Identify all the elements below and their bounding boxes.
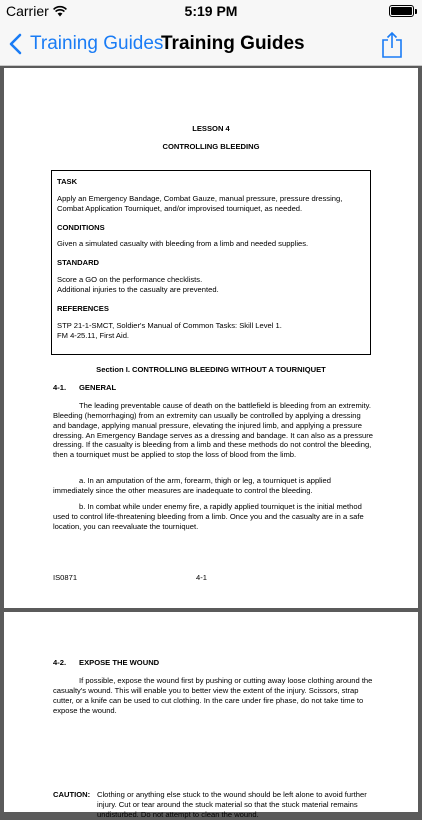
- task-heading: TASK: [57, 177, 78, 186]
- chevron-left-icon: [8, 33, 22, 55]
- conditions-text: Given a simulated casualty with bleeding from a limb and needed supplies.: [57, 239, 309, 249]
- caution-label: CAUTION:: [53, 790, 91, 799]
- document-page-1: [4, 68, 418, 608]
- conditions-heading: CONDITIONS: [57, 222, 105, 232]
- task-text: Apply an Emergency Bandage, Combat Gauze, manual pressure, pressure dressing, Combat Application Tourniquet, and/or improvised tourniquet, as needed.: [57, 193, 343, 213]
- paragraph-title: GENERAL: [79, 383, 117, 392]
- footer-course-id: IS0871: [53, 573, 78, 582]
- navigation-bar: [0, 22, 422, 66]
- caution-text: Clothing or anything else stuck to the wound should be left alone to avoid further injury. Cut or tear around the stuck material so that the stuck material remains undisturbed. Do not attempt to clean the wound.: [97, 790, 367, 819]
- page-title: Training Guides: [161, 33, 305, 54]
- subparagraph-a: a. In an amputation of the arm, forearm, thigh or leg, a tourniquet is applied immediately since the other measures are inadequate to control the bleeding.: [53, 476, 332, 495]
- paragraph-title: EXPOSE THE WOUND: [79, 658, 160, 667]
- paragraph-heading: [53, 383, 116, 393]
- back-button[interactable]: [8, 22, 163, 66]
- lesson-number: LESSON 4: [192, 124, 230, 133]
- document-page-2: [4, 612, 418, 819]
- back-button-label: Training Guides: [30, 33, 164, 54]
- battery-icon: [389, 5, 414, 17]
- share-icon[interactable]: [380, 31, 404, 59]
- reference-line: STP 21-1-SMCT, Soldier's Manual of Common Tasks: Skill Level 1.: [57, 320, 282, 330]
- references-text: [57, 321, 365, 341]
- lesson-title: CONTROLLING BLEEDING: [162, 142, 260, 151]
- status-bar: [0, 0, 422, 22]
- paragraph-text: The leading preventable cause of death on the battlefield is bleeding from an extremity. Bleeding (hemorrhaging) from an extremity can usually be controlled by applying a dressing and bandage, applying manual pressure, elevating the injured limb, and applying a pressure dressing. An Emergency Bandage serves as a dressing and bandage. It can also as a pressure dressing. If the casualty is bleeding from a limb and these methods do not control the bleeding, then a tourniquet must be applied to stop the loss of blood from the limb.: [53, 401, 373, 460]
- standard-text: [57, 275, 365, 295]
- paragraph-heading: [53, 658, 159, 668]
- paragraph-number: 4-2.: [53, 658, 67, 667]
- battery-fill: [391, 7, 412, 15]
- standard-line: Score a GO on the performance checklists.: [57, 275, 203, 285]
- carrier-label: Carrier: [6, 3, 49, 19]
- caution-note: [53, 790, 373, 820]
- standard-line: Additional injuries to the casualty are prevented.: [57, 285, 219, 295]
- reference-line: FM 4-25.11, First Aid.: [57, 330, 130, 340]
- paragraph-text: If possible, expose the wound first by pushing or cutting away loose clothing around the casualty's wound. This will enable you to better view the extent of the injury. Scissors, strap cutter, or a knife can be used to cut clothing. In the care under fire phase, do not take time to expose the wound.: [53, 676, 373, 715]
- task-box: [51, 170, 371, 355]
- section-title: Section I. CONTROLLING BLEEDING WITHOUT A TOURNIQUET: [96, 365, 326, 374]
- footer-page-number: 4-1: [196, 573, 207, 582]
- paragraph-number: 4-1.: [53, 383, 67, 392]
- standard-heading: STANDARD: [57, 258, 100, 268]
- references-heading: REFERENCES: [57, 303, 109, 313]
- subparagraph-b: b. In combat while under enemy fire, a rapidly applied tourniquet is the initial method used to control life-threatening bleeding from a limb. Once you and the casualty are in a safe location, you can reevaluate the tourniquet.: [53, 502, 364, 531]
- document-viewer[interactable]: [0, 66, 422, 819]
- status-time: 5:19 PM: [184, 3, 238, 19]
